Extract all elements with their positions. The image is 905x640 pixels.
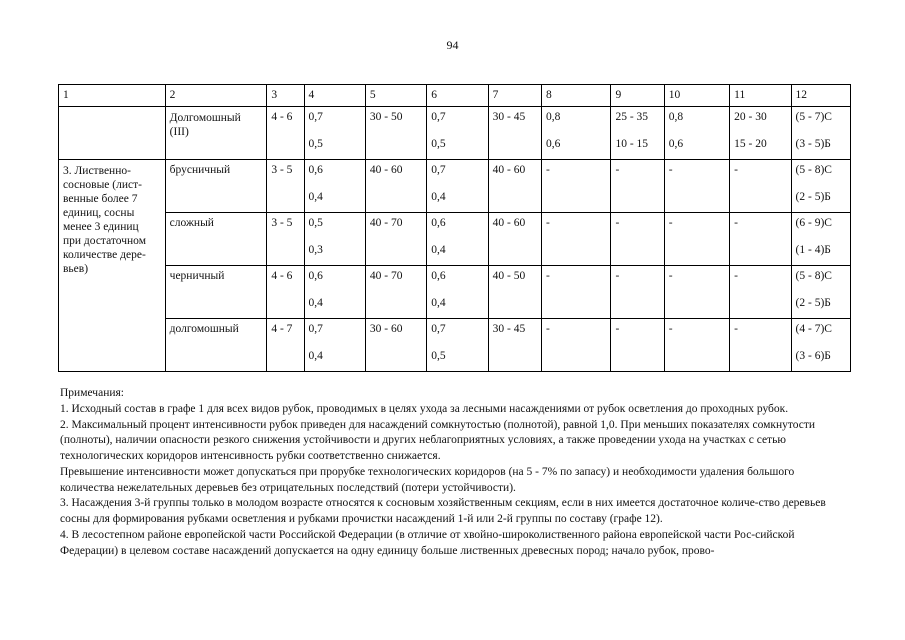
table-cell xyxy=(542,266,611,319)
table-row xyxy=(59,266,851,319)
cell-value: 0,4 xyxy=(308,191,323,203)
cell-value: - xyxy=(734,323,739,335)
table-cell xyxy=(791,319,850,372)
table-cell xyxy=(365,107,426,160)
cell-value: 30 - 60 xyxy=(369,323,403,335)
cell-value: (2 - 5)Б xyxy=(795,191,831,203)
forest-type-cell xyxy=(165,160,267,213)
table-cell xyxy=(365,266,426,319)
cell-value: 0,6 xyxy=(308,164,323,176)
forest-type-cell: Долгомошный (III) xyxy=(165,107,267,160)
cell-value: 3 - 5 xyxy=(271,217,293,229)
cell-value: 0,5 xyxy=(431,138,446,150)
table-cell xyxy=(427,319,488,372)
table-cell xyxy=(267,266,304,319)
table-cell xyxy=(488,266,541,319)
cell-value: 0,5 xyxy=(308,217,323,229)
table-cell xyxy=(730,107,791,160)
cell-value: 0,8 xyxy=(668,111,684,123)
table-cell xyxy=(304,213,365,266)
table-cell xyxy=(611,319,664,372)
table-cell xyxy=(730,160,791,213)
table-cell xyxy=(365,213,426,266)
table-cell xyxy=(267,319,304,372)
cell-value: - xyxy=(615,270,620,282)
group-label-cell: 3. Лиственно- сосновые (лист- венные более 7 единиц, сосны менее 3 единиц при достаточном количестве дере- вьев) xyxy=(59,160,166,372)
note-paragraph: 3. Насаждения 3-й группы только в молодом возрасте относятся к сосновым хозяйственным секциям, если в них имеется достаточное количе-ство деревьев сосны для формирования рубками осветления и рубками прочистки насаждений 1-й или 2-й группы по составу (графе 12). xyxy=(60,497,826,525)
cell-value: - xyxy=(615,217,620,229)
cell-value: брусничный xyxy=(169,164,231,176)
header-cell: 2 xyxy=(165,85,267,107)
cell-value: (2 - 5)Б xyxy=(795,297,831,309)
cell-value: 40 - 60 xyxy=(492,164,526,176)
cell-value: 40 - 70 xyxy=(369,270,403,282)
cell-value: 0,6 xyxy=(668,138,684,150)
cell-value: 4 - 6 xyxy=(271,270,293,282)
cell-value: 0,4 xyxy=(308,350,323,362)
cell-value: 4 - 6 xyxy=(271,111,293,123)
table-cell xyxy=(730,319,791,372)
cell-value: (3 - 6)Б xyxy=(795,350,831,362)
cell-value: 0,4 xyxy=(431,297,446,309)
header-cell: 3 xyxy=(267,85,304,107)
cell-value: - xyxy=(668,217,673,229)
cell-value: 0,7 xyxy=(308,323,323,335)
cell-value: 0,5 xyxy=(431,350,446,362)
cell-value: - xyxy=(734,164,739,176)
cell-value: 10 - 15 xyxy=(615,138,649,150)
table-header-row xyxy=(59,85,851,107)
cell-value: 0,7 xyxy=(431,111,446,123)
cell-value: 4 - 7 xyxy=(271,323,293,335)
cell-value: 0,4 xyxy=(431,191,446,203)
page-number: 94 xyxy=(446,38,459,52)
cell-value: - xyxy=(668,164,673,176)
table-cell xyxy=(427,107,488,160)
table-cell xyxy=(427,160,488,213)
header-cell: 1 xyxy=(59,85,166,107)
header-cell: 10 xyxy=(664,85,729,107)
header-cell: 5 xyxy=(365,85,426,107)
cell-value: (5 - 7)С xyxy=(795,111,832,123)
table-row xyxy=(59,213,851,266)
table-row xyxy=(59,319,851,372)
header-cell: 8 xyxy=(542,85,611,107)
cell-value: - xyxy=(546,270,550,282)
cell-value: 3 - 5 xyxy=(271,164,293,176)
table-cell xyxy=(267,213,304,266)
table-cell xyxy=(664,266,729,319)
table-cell xyxy=(304,319,365,372)
cell-value: (5 - 8)С xyxy=(795,164,832,176)
note-paragraph: 2. Максимальный процент интенсивности рубок приведен для насаждений сомкнутостью (полнотой), равной 1,0. При меньших показателях сомкнутости (полноты), наличии опасности резкого снижения устойчивости и других неблагоприятных условиях, а также проведении ухода на участках с сетью технологических коридоров интенсивность рубки соответственно снижается. xyxy=(60,418,816,462)
cell-value: 0,7 xyxy=(308,111,323,123)
cell-value: 30 - 45 xyxy=(492,111,526,123)
table-cell xyxy=(427,213,488,266)
cell-value: 0,5 xyxy=(308,138,323,150)
cell-value: 0,4 xyxy=(431,244,446,256)
note-paragraph: 1. Исходный состав в графе 1 для всех видов рубок, проводимых в целях ухода за лесными насаждениями от рубок осветления до проходных рубок. xyxy=(60,402,789,415)
cell-value: - xyxy=(546,323,550,335)
cell-value: 0,6 xyxy=(308,270,323,282)
forest-type-cell xyxy=(165,319,267,372)
notes-section xyxy=(60,386,850,559)
cell-value: 0,6 xyxy=(431,217,446,229)
cell-value: 0,6 xyxy=(546,138,561,150)
table-cell xyxy=(730,266,791,319)
cell-value: 40 - 70 xyxy=(369,217,403,229)
cell-value: черничный xyxy=(169,270,225,282)
table-cell xyxy=(791,266,850,319)
table-cell xyxy=(730,213,791,266)
cell-value: 0,8 xyxy=(546,111,561,123)
header-cell: 9 xyxy=(611,85,664,107)
table-cell xyxy=(542,213,611,266)
cell-value: (1 - 4)Б xyxy=(795,244,831,256)
cell-value: 0,4 xyxy=(308,297,323,309)
cell-value: - xyxy=(668,270,673,282)
cell-value: 25 - 35 xyxy=(615,111,649,123)
cell-value: 20 - 30 xyxy=(734,111,767,123)
cell-value: - xyxy=(734,270,739,282)
table-cell xyxy=(611,213,664,266)
table-cell xyxy=(791,107,850,160)
cell-value: 30 - 50 xyxy=(369,111,403,123)
cell-value: - xyxy=(734,217,739,229)
table-cell xyxy=(664,107,729,160)
table-cell xyxy=(542,107,611,160)
table-cell xyxy=(304,107,365,160)
table-cell xyxy=(611,107,664,160)
header-cell: 7 xyxy=(488,85,541,107)
cell-value: сложный xyxy=(169,217,214,229)
table-cell xyxy=(542,160,611,213)
empty-cell xyxy=(59,107,166,160)
header-cell: 4 xyxy=(304,85,365,107)
table-cell xyxy=(267,160,304,213)
cell-value: 40 - 60 xyxy=(369,164,403,176)
header-cell: 12 xyxy=(791,85,850,107)
table-cell xyxy=(611,160,664,213)
forest-type-cell xyxy=(165,266,267,319)
table-cell xyxy=(365,160,426,213)
cell-value: (6 - 9)С xyxy=(795,217,832,229)
cell-value: 0,3 xyxy=(308,244,323,256)
cell-value: долгомошный xyxy=(169,323,239,335)
table-cell xyxy=(664,319,729,372)
cell-value: (5 - 8)С xyxy=(795,270,832,282)
table-cell xyxy=(611,266,664,319)
forest-type-cell xyxy=(165,213,267,266)
cell-value: - xyxy=(615,323,620,335)
table-cell xyxy=(542,319,611,372)
thinning-table xyxy=(58,84,851,372)
table-cell xyxy=(664,213,729,266)
cell-value: 30 - 45 xyxy=(492,323,526,335)
table-cell xyxy=(365,319,426,372)
table-cell xyxy=(791,213,850,266)
table-cell xyxy=(488,160,541,213)
cell-value: (4 - 7)С xyxy=(795,323,832,335)
table-cell xyxy=(791,160,850,213)
cell-value: (3 - 5)Б xyxy=(795,138,831,150)
table-cell xyxy=(488,213,541,266)
cell-value: 0,6 xyxy=(431,270,446,282)
cell-value: - xyxy=(546,217,550,229)
header-cell: 11 xyxy=(730,85,791,107)
table-cell xyxy=(488,107,541,160)
table-cell xyxy=(427,266,488,319)
cell-value: 15 - 20 xyxy=(734,138,767,150)
cell-value: 40 - 50 xyxy=(492,270,526,282)
cell-value: - xyxy=(546,164,550,176)
note-paragraph: Превышение интенсивности может допускаться при прорубке технологических коридоров (на 5 - 7% по запасу) и необходимости удаления большого количества нежелательных деревьев без отрицательных последствий (потери устойчивости). xyxy=(60,465,795,494)
table-cell xyxy=(488,319,541,372)
header-cell: 6 xyxy=(427,85,488,107)
table-cell xyxy=(664,160,729,213)
cell-value: - xyxy=(615,164,620,176)
table-cell xyxy=(267,107,304,160)
cell-value: - xyxy=(668,323,673,335)
table-row xyxy=(59,160,851,213)
table-cell xyxy=(304,266,365,319)
notes-title: Примечания: xyxy=(60,387,124,399)
table-row xyxy=(59,107,851,160)
note-paragraph: 4. В лесостепном районе европейской части Российской Федерации (в отличие от хвойно-широколиственного района европейской части Рос-сийской Федерации) в целевом составе насаждений допускается на одну единицу больше лиственных древесных пород; начало рубок, прово- xyxy=(60,528,795,557)
table-cell xyxy=(304,160,365,213)
cell-value: 40 - 60 xyxy=(492,217,526,229)
cell-value: 0,7 xyxy=(431,164,446,176)
cell-value: 0,7 xyxy=(431,323,446,335)
